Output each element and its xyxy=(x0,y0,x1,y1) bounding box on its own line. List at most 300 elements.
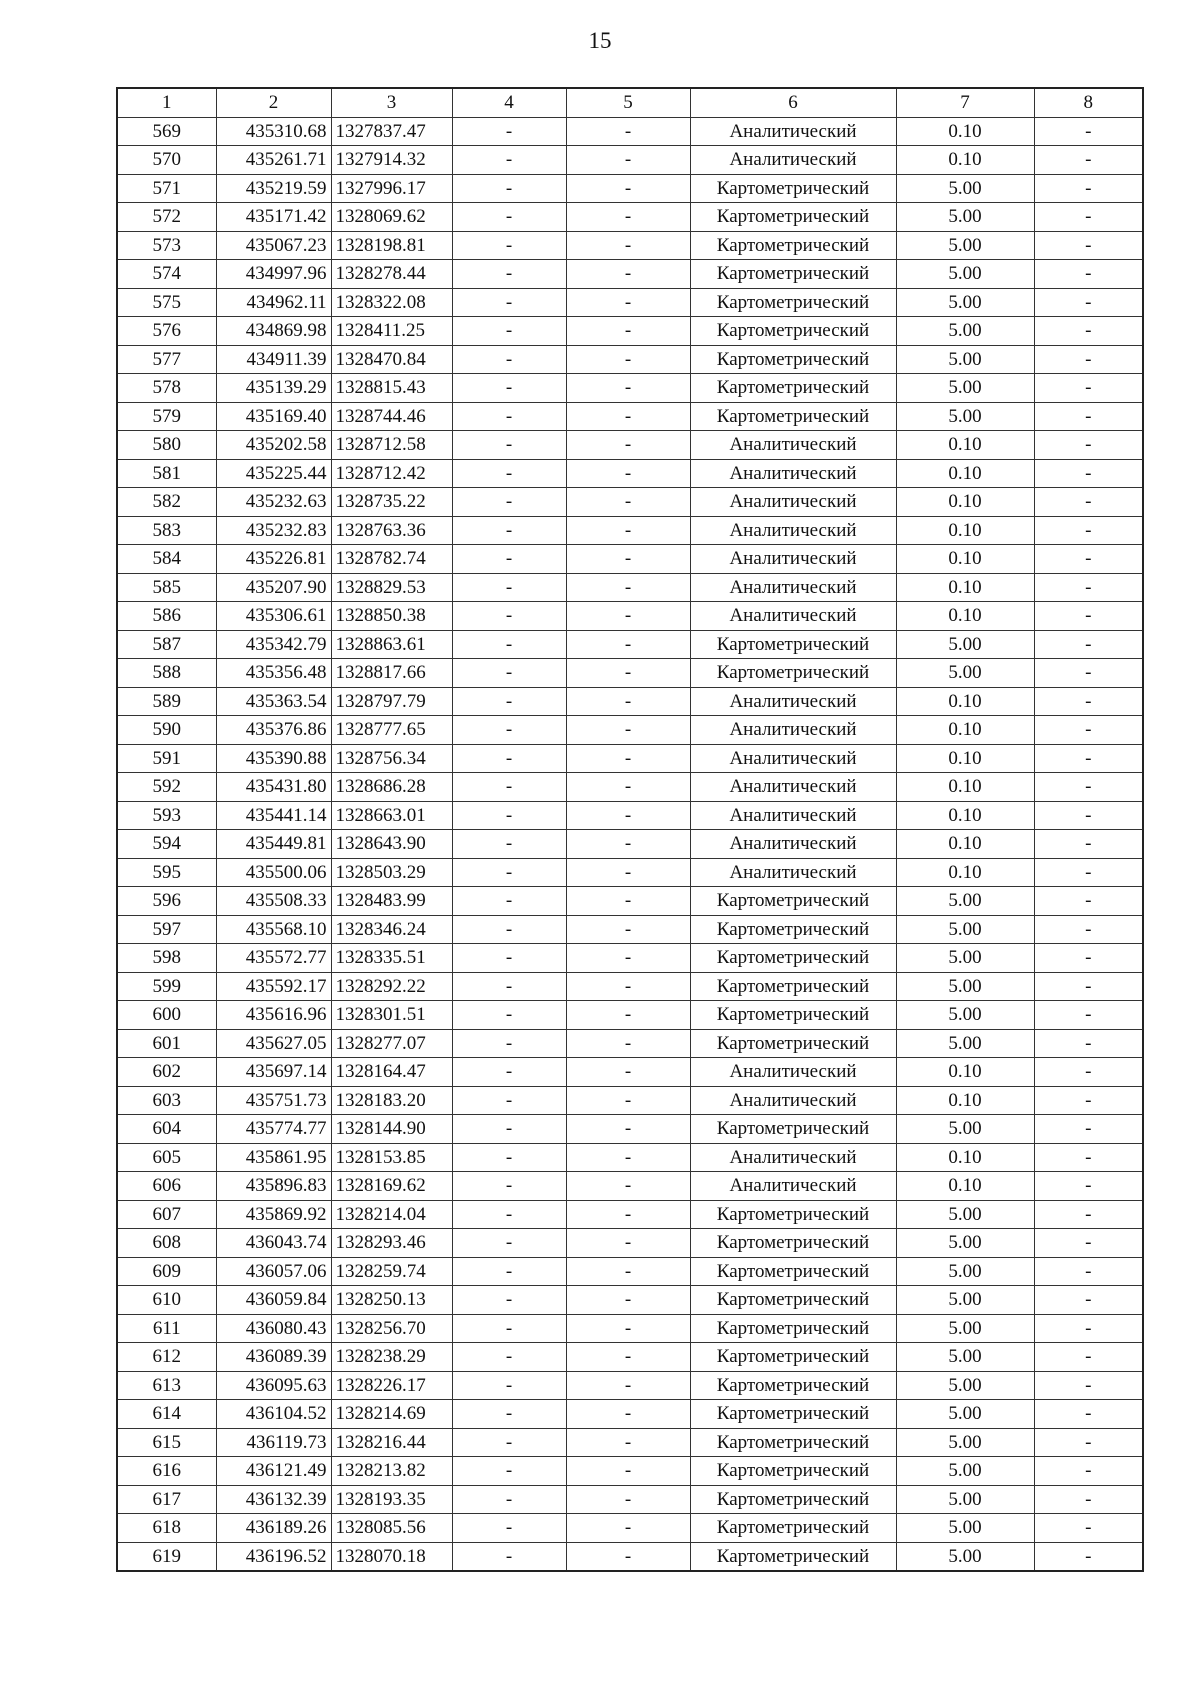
col5-cell: - xyxy=(566,573,690,602)
col5-cell: - xyxy=(566,488,690,517)
point-number-cell: 618 xyxy=(117,1514,216,1543)
table-row xyxy=(117,602,1143,631)
table-row xyxy=(117,516,1143,545)
x-coordinate-cell: 435449.81 xyxy=(216,830,331,859)
col5-cell: - xyxy=(566,1485,690,1514)
x-coordinate-cell: 435441.14 xyxy=(216,801,331,830)
table-row xyxy=(117,1343,1143,1372)
x-coordinate-cell: 435232.63 xyxy=(216,488,331,517)
method-cell: Картометрический xyxy=(690,944,896,973)
col5-cell: - xyxy=(566,1514,690,1543)
col5-cell: - xyxy=(566,1428,690,1457)
table-row xyxy=(117,1457,1143,1486)
col4-cell: - xyxy=(452,1200,566,1229)
x-coordinate-cell: 435376.86 xyxy=(216,716,331,745)
table-row xyxy=(117,1400,1143,1429)
table-row xyxy=(117,858,1143,887)
table-row xyxy=(117,915,1143,944)
accuracy-cell: 0.10 xyxy=(896,573,1034,602)
x-coordinate-cell: 436059.84 xyxy=(216,1286,331,1315)
accuracy-cell: 0.10 xyxy=(896,602,1034,631)
col4-cell: - xyxy=(452,687,566,716)
point-number-cell: 576 xyxy=(117,317,216,346)
col8-cell: - xyxy=(1034,146,1143,175)
col5-cell: - xyxy=(566,1286,690,1315)
method-cell: Картометрический xyxy=(690,887,896,916)
method-cell: Картометрический xyxy=(690,915,896,944)
method-cell: Аналитический xyxy=(690,573,896,602)
method-cell: Аналитический xyxy=(690,1172,896,1201)
point-number-cell: 596 xyxy=(117,887,216,916)
point-number-cell: 606 xyxy=(117,1172,216,1201)
col5-cell: - xyxy=(566,1058,690,1087)
column-header: 3 xyxy=(331,88,452,117)
col5-cell: - xyxy=(566,1200,690,1229)
accuracy-cell: 0.10 xyxy=(896,545,1034,574)
point-number-cell: 599 xyxy=(117,972,216,1001)
point-number-cell: 578 xyxy=(117,374,216,403)
y-coordinate-cell: 1328164.47 xyxy=(331,1058,452,1087)
col4-cell: - xyxy=(452,801,566,830)
x-coordinate-cell: 436189.26 xyxy=(216,1514,331,1543)
y-coordinate-cell: 1327914.32 xyxy=(331,146,452,175)
point-number-cell: 603 xyxy=(117,1086,216,1115)
col4-cell: - xyxy=(452,659,566,688)
table-row xyxy=(117,317,1143,346)
table-row xyxy=(117,887,1143,916)
col8-cell: - xyxy=(1034,716,1143,745)
col8-cell: - xyxy=(1034,858,1143,887)
col5-cell: - xyxy=(566,203,690,232)
col5-cell: - xyxy=(566,630,690,659)
column-header: 1 xyxy=(117,88,216,117)
col5-cell: - xyxy=(566,374,690,403)
col4-cell: - xyxy=(452,174,566,203)
x-coordinate-cell: 435225.44 xyxy=(216,459,331,488)
x-coordinate-cell: 436043.74 xyxy=(216,1229,331,1258)
col5-cell: - xyxy=(566,915,690,944)
col5-cell: - xyxy=(566,231,690,260)
y-coordinate-cell: 1328763.36 xyxy=(331,516,452,545)
table-row xyxy=(117,1428,1143,1457)
y-coordinate-cell: 1328643.90 xyxy=(331,830,452,859)
col4-cell: - xyxy=(452,1286,566,1315)
accuracy-cell: 5.00 xyxy=(896,231,1034,260)
accuracy-cell: 5.00 xyxy=(896,944,1034,973)
accuracy-cell: 5.00 xyxy=(896,1371,1034,1400)
accuracy-cell: 5.00 xyxy=(896,887,1034,916)
col4-cell: - xyxy=(452,1001,566,1030)
method-cell: Аналитический xyxy=(690,117,896,146)
method-cell: Картометрический xyxy=(690,630,896,659)
y-coordinate-cell: 1328293.46 xyxy=(331,1229,452,1258)
y-coordinate-cell: 1328782.74 xyxy=(331,545,452,574)
table-row xyxy=(117,1542,1143,1571)
col5-cell: - xyxy=(566,174,690,203)
method-cell: Картометрический xyxy=(690,1257,896,1286)
table-row xyxy=(117,1058,1143,1087)
col5-cell: - xyxy=(566,1172,690,1201)
col5-cell: - xyxy=(566,716,690,745)
point-number-cell: 592 xyxy=(117,773,216,802)
accuracy-cell: 5.00 xyxy=(896,345,1034,374)
col8-cell: - xyxy=(1034,1001,1143,1030)
point-number-cell: 608 xyxy=(117,1229,216,1258)
x-coordinate-cell: 435869.92 xyxy=(216,1200,331,1229)
point-number-cell: 594 xyxy=(117,830,216,859)
col8-cell: - xyxy=(1034,1257,1143,1286)
col8-cell: - xyxy=(1034,972,1143,1001)
col5-cell: - xyxy=(566,431,690,460)
x-coordinate-cell: 435219.59 xyxy=(216,174,331,203)
method-cell: Аналитический xyxy=(690,459,896,488)
x-coordinate-cell: 436057.06 xyxy=(216,1257,331,1286)
method-cell: Аналитический xyxy=(690,602,896,631)
col4-cell: - xyxy=(452,830,566,859)
col8-cell: - xyxy=(1034,1229,1143,1258)
col8-cell: - xyxy=(1034,203,1143,232)
table-row xyxy=(117,1257,1143,1286)
column-header: 5 xyxy=(566,88,690,117)
accuracy-cell: 5.00 xyxy=(896,1314,1034,1343)
table-row xyxy=(117,545,1143,574)
method-cell: Картометрический xyxy=(690,402,896,431)
col5-cell: - xyxy=(566,317,690,346)
x-coordinate-cell: 435306.61 xyxy=(216,602,331,631)
method-cell: Картометрический xyxy=(690,659,896,688)
y-coordinate-cell: 1328663.01 xyxy=(331,801,452,830)
y-coordinate-cell: 1328213.82 xyxy=(331,1457,452,1486)
col4-cell: - xyxy=(452,887,566,916)
col4-cell: - xyxy=(452,117,566,146)
col5-cell: - xyxy=(566,1029,690,1058)
col5-cell: - xyxy=(566,516,690,545)
col5-cell: - xyxy=(566,1371,690,1400)
y-coordinate-cell: 1328144.90 xyxy=(331,1115,452,1144)
col5-cell: - xyxy=(566,687,690,716)
point-number-cell: 605 xyxy=(117,1143,216,1172)
method-cell: Аналитический xyxy=(690,545,896,574)
table-row xyxy=(117,402,1143,431)
table-row xyxy=(117,1314,1143,1343)
y-coordinate-cell: 1328335.51 xyxy=(331,944,452,973)
table-row xyxy=(117,174,1143,203)
y-coordinate-cell: 1328250.13 xyxy=(331,1286,452,1315)
method-cell: Картометрический xyxy=(690,374,896,403)
y-coordinate-cell: 1328259.74 xyxy=(331,1257,452,1286)
col5-cell: - xyxy=(566,345,690,374)
col8-cell: - xyxy=(1034,1400,1143,1429)
x-coordinate-cell: 435431.80 xyxy=(216,773,331,802)
table-row xyxy=(117,801,1143,830)
y-coordinate-cell: 1328226.17 xyxy=(331,1371,452,1400)
method-cell: Картометрический xyxy=(690,1400,896,1429)
y-coordinate-cell: 1328712.58 xyxy=(331,431,452,460)
x-coordinate-cell: 435896.83 xyxy=(216,1172,331,1201)
method-cell: Картометрический xyxy=(690,1314,896,1343)
accuracy-cell: 5.00 xyxy=(896,1485,1034,1514)
y-coordinate-cell: 1328744.46 xyxy=(331,402,452,431)
table-row xyxy=(117,1485,1143,1514)
col8-cell: - xyxy=(1034,1172,1143,1201)
accuracy-cell: 0.10 xyxy=(896,1086,1034,1115)
col8-cell: - xyxy=(1034,744,1143,773)
x-coordinate-cell: 435310.68 xyxy=(216,117,331,146)
x-coordinate-cell: 435171.42 xyxy=(216,203,331,232)
accuracy-cell: 0.10 xyxy=(896,858,1034,887)
accuracy-cell: 5.00 xyxy=(896,1115,1034,1144)
col4-cell: - xyxy=(452,972,566,1001)
table-row xyxy=(117,773,1143,802)
y-coordinate-cell: 1328278.44 xyxy=(331,260,452,289)
accuracy-cell: 0.10 xyxy=(896,1058,1034,1087)
method-cell: Аналитический xyxy=(690,431,896,460)
point-number-cell: 575 xyxy=(117,288,216,317)
col5-cell: - xyxy=(566,659,690,688)
col8-cell: - xyxy=(1034,1485,1143,1514)
x-coordinate-cell: 436089.39 xyxy=(216,1343,331,1372)
accuracy-cell: 0.10 xyxy=(896,773,1034,802)
col5-cell: - xyxy=(566,830,690,859)
table-row xyxy=(117,431,1143,460)
col8-cell: - xyxy=(1034,573,1143,602)
col8-cell: - xyxy=(1034,317,1143,346)
col4-cell: - xyxy=(452,1229,566,1258)
accuracy-cell: 0.10 xyxy=(896,488,1034,517)
col5-cell: - xyxy=(566,744,690,773)
col5-cell: - xyxy=(566,944,690,973)
col4-cell: - xyxy=(452,1257,566,1286)
method-cell: Картометрический xyxy=(690,1428,896,1457)
table-row xyxy=(117,345,1143,374)
col4-cell: - xyxy=(452,1485,566,1514)
x-coordinate-cell: 436080.43 xyxy=(216,1314,331,1343)
col4-cell: - xyxy=(452,773,566,802)
column-header: 2 xyxy=(216,88,331,117)
point-number-cell: 583 xyxy=(117,516,216,545)
col4-cell: - xyxy=(452,716,566,745)
point-number-cell: 588 xyxy=(117,659,216,688)
col4-cell: - xyxy=(452,858,566,887)
accuracy-cell: 5.00 xyxy=(896,1428,1034,1457)
col4-cell: - xyxy=(452,1457,566,1486)
column-header: 7 xyxy=(896,88,1034,117)
point-number-cell: 590 xyxy=(117,716,216,745)
x-coordinate-cell: 435202.58 xyxy=(216,431,331,460)
table-row xyxy=(117,203,1143,232)
point-number-cell: 601 xyxy=(117,1029,216,1058)
col4-cell: - xyxy=(452,630,566,659)
col8-cell: - xyxy=(1034,1371,1143,1400)
point-number-cell: 589 xyxy=(117,687,216,716)
y-coordinate-cell: 1328817.66 xyxy=(331,659,452,688)
col8-cell: - xyxy=(1034,374,1143,403)
y-coordinate-cell: 1328216.44 xyxy=(331,1428,452,1457)
table-row xyxy=(117,716,1143,745)
accuracy-cell: 0.10 xyxy=(896,716,1034,745)
y-coordinate-cell: 1328815.43 xyxy=(331,374,452,403)
point-number-cell: 607 xyxy=(117,1200,216,1229)
table-row xyxy=(117,146,1143,175)
col8-cell: - xyxy=(1034,1058,1143,1087)
col4-cell: - xyxy=(452,1058,566,1087)
col8-cell: - xyxy=(1034,1542,1143,1571)
table-row xyxy=(117,659,1143,688)
method-cell: Аналитический xyxy=(690,687,896,716)
col5-cell: - xyxy=(566,1086,690,1115)
table-row xyxy=(117,231,1143,260)
x-coordinate-cell: 435508.33 xyxy=(216,887,331,916)
col4-cell: - xyxy=(452,1029,566,1058)
col5-cell: - xyxy=(566,1229,690,1258)
accuracy-cell: 5.00 xyxy=(896,1542,1034,1571)
accuracy-cell: 0.10 xyxy=(896,431,1034,460)
col8-cell: - xyxy=(1034,602,1143,631)
col4-cell: - xyxy=(452,545,566,574)
col8-cell: - xyxy=(1034,1457,1143,1486)
y-coordinate-cell: 1328238.29 xyxy=(331,1343,452,1372)
x-coordinate-cell: 435616.96 xyxy=(216,1001,331,1030)
x-coordinate-cell: 435751.73 xyxy=(216,1086,331,1115)
col5-cell: - xyxy=(566,858,690,887)
y-coordinate-cell: 1328470.84 xyxy=(331,345,452,374)
method-cell: Картометрический xyxy=(690,174,896,203)
table-row xyxy=(117,1286,1143,1315)
col4-cell: - xyxy=(452,1514,566,1543)
accuracy-cell: 5.00 xyxy=(896,915,1034,944)
col5-cell: - xyxy=(566,1542,690,1571)
table-row xyxy=(117,288,1143,317)
accuracy-cell: 0.10 xyxy=(896,459,1034,488)
method-cell: Картометрический xyxy=(690,1542,896,1571)
col4-cell: - xyxy=(452,944,566,973)
accuracy-cell: 5.00 xyxy=(896,260,1034,289)
point-number-cell: 614 xyxy=(117,1400,216,1429)
method-cell: Аналитический xyxy=(690,744,896,773)
x-coordinate-cell: 434869.98 xyxy=(216,317,331,346)
col8-cell: - xyxy=(1034,773,1143,802)
method-cell: Аналитический xyxy=(690,773,896,802)
col8-cell: - xyxy=(1034,1514,1143,1543)
table-row xyxy=(117,1086,1143,1115)
col5-cell: - xyxy=(566,1257,690,1286)
col8-cell: - xyxy=(1034,830,1143,859)
table-row xyxy=(117,1514,1143,1543)
x-coordinate-cell: 434911.39 xyxy=(216,345,331,374)
point-number-cell: 598 xyxy=(117,944,216,973)
col8-cell: - xyxy=(1034,431,1143,460)
method-cell: Картометрический xyxy=(690,1001,896,1030)
point-number-cell: 611 xyxy=(117,1314,216,1343)
point-number-cell: 616 xyxy=(117,1457,216,1486)
x-coordinate-cell: 434997.96 xyxy=(216,260,331,289)
y-coordinate-cell: 1328198.81 xyxy=(331,231,452,260)
accuracy-cell: 5.00 xyxy=(896,1257,1034,1286)
y-coordinate-cell: 1328829.53 xyxy=(331,573,452,602)
col5-cell: - xyxy=(566,773,690,802)
accuracy-cell: 0.10 xyxy=(896,117,1034,146)
x-coordinate-cell: 435774.77 xyxy=(216,1115,331,1144)
method-cell: Картометрический xyxy=(690,317,896,346)
col4-cell: - xyxy=(452,573,566,602)
accuracy-cell: 5.00 xyxy=(896,630,1034,659)
col4-cell: - xyxy=(452,488,566,517)
accuracy-cell: 5.00 xyxy=(896,374,1034,403)
table-row xyxy=(117,1001,1143,1030)
table-row xyxy=(117,459,1143,488)
accuracy-cell: 5.00 xyxy=(896,1200,1034,1229)
method-cell: Картометрический xyxy=(690,1514,896,1543)
col8-cell: - xyxy=(1034,1314,1143,1343)
col4-cell: - xyxy=(452,146,566,175)
accuracy-cell: 5.00 xyxy=(896,1514,1034,1543)
accuracy-cell: 5.00 xyxy=(896,1286,1034,1315)
y-coordinate-cell: 1328214.69 xyxy=(331,1400,452,1429)
column-header: 4 xyxy=(452,88,566,117)
y-coordinate-cell: 1328070.18 xyxy=(331,1542,452,1571)
point-number-cell: 602 xyxy=(117,1058,216,1087)
accuracy-cell: 0.10 xyxy=(896,146,1034,175)
y-coordinate-cell: 1328735.22 xyxy=(331,488,452,517)
x-coordinate-cell: 435226.81 xyxy=(216,545,331,574)
table-header-row xyxy=(117,88,1143,117)
table-row xyxy=(117,972,1143,1001)
accuracy-cell: 5.00 xyxy=(896,659,1034,688)
col8-cell: - xyxy=(1034,1086,1143,1115)
accuracy-cell: 0.10 xyxy=(896,1172,1034,1201)
col8-cell: - xyxy=(1034,630,1143,659)
point-number-cell: 593 xyxy=(117,801,216,830)
method-cell: Аналитический xyxy=(690,488,896,517)
accuracy-cell: 0.10 xyxy=(896,744,1034,773)
method-cell: Картометрический xyxy=(690,1229,896,1258)
table-row xyxy=(117,744,1143,773)
point-number-cell: 585 xyxy=(117,573,216,602)
x-coordinate-cell: 435139.29 xyxy=(216,374,331,403)
col4-cell: - xyxy=(452,915,566,944)
col4-cell: - xyxy=(452,1542,566,1571)
col4-cell: - xyxy=(452,459,566,488)
col4-cell: - xyxy=(452,1314,566,1343)
method-cell: Картометрический xyxy=(690,203,896,232)
method-cell: Картометрический xyxy=(690,1343,896,1372)
col8-cell: - xyxy=(1034,117,1143,146)
col4-cell: - xyxy=(452,602,566,631)
table-row xyxy=(117,944,1143,973)
x-coordinate-cell: 435568.10 xyxy=(216,915,331,944)
point-number-cell: 600 xyxy=(117,1001,216,1030)
point-number-cell: 609 xyxy=(117,1257,216,1286)
x-coordinate-cell: 435207.90 xyxy=(216,573,331,602)
method-cell: Картометрический xyxy=(690,288,896,317)
accuracy-cell: 5.00 xyxy=(896,1343,1034,1372)
col8-cell: - xyxy=(1034,545,1143,574)
point-number-cell: 573 xyxy=(117,231,216,260)
y-coordinate-cell: 1328712.42 xyxy=(331,459,452,488)
col8-cell: - xyxy=(1034,1428,1143,1457)
point-number-cell: 587 xyxy=(117,630,216,659)
accuracy-cell: 5.00 xyxy=(896,1400,1034,1429)
y-coordinate-cell: 1328797.79 xyxy=(331,687,452,716)
col8-cell: - xyxy=(1034,288,1143,317)
x-coordinate-cell: 436104.52 xyxy=(216,1400,331,1429)
method-cell: Картометрический xyxy=(690,231,896,260)
y-coordinate-cell: 1327837.47 xyxy=(331,117,452,146)
x-coordinate-cell: 435363.54 xyxy=(216,687,331,716)
point-number-cell: 581 xyxy=(117,459,216,488)
y-coordinate-cell: 1328346.24 xyxy=(331,915,452,944)
point-number-cell: 582 xyxy=(117,488,216,517)
